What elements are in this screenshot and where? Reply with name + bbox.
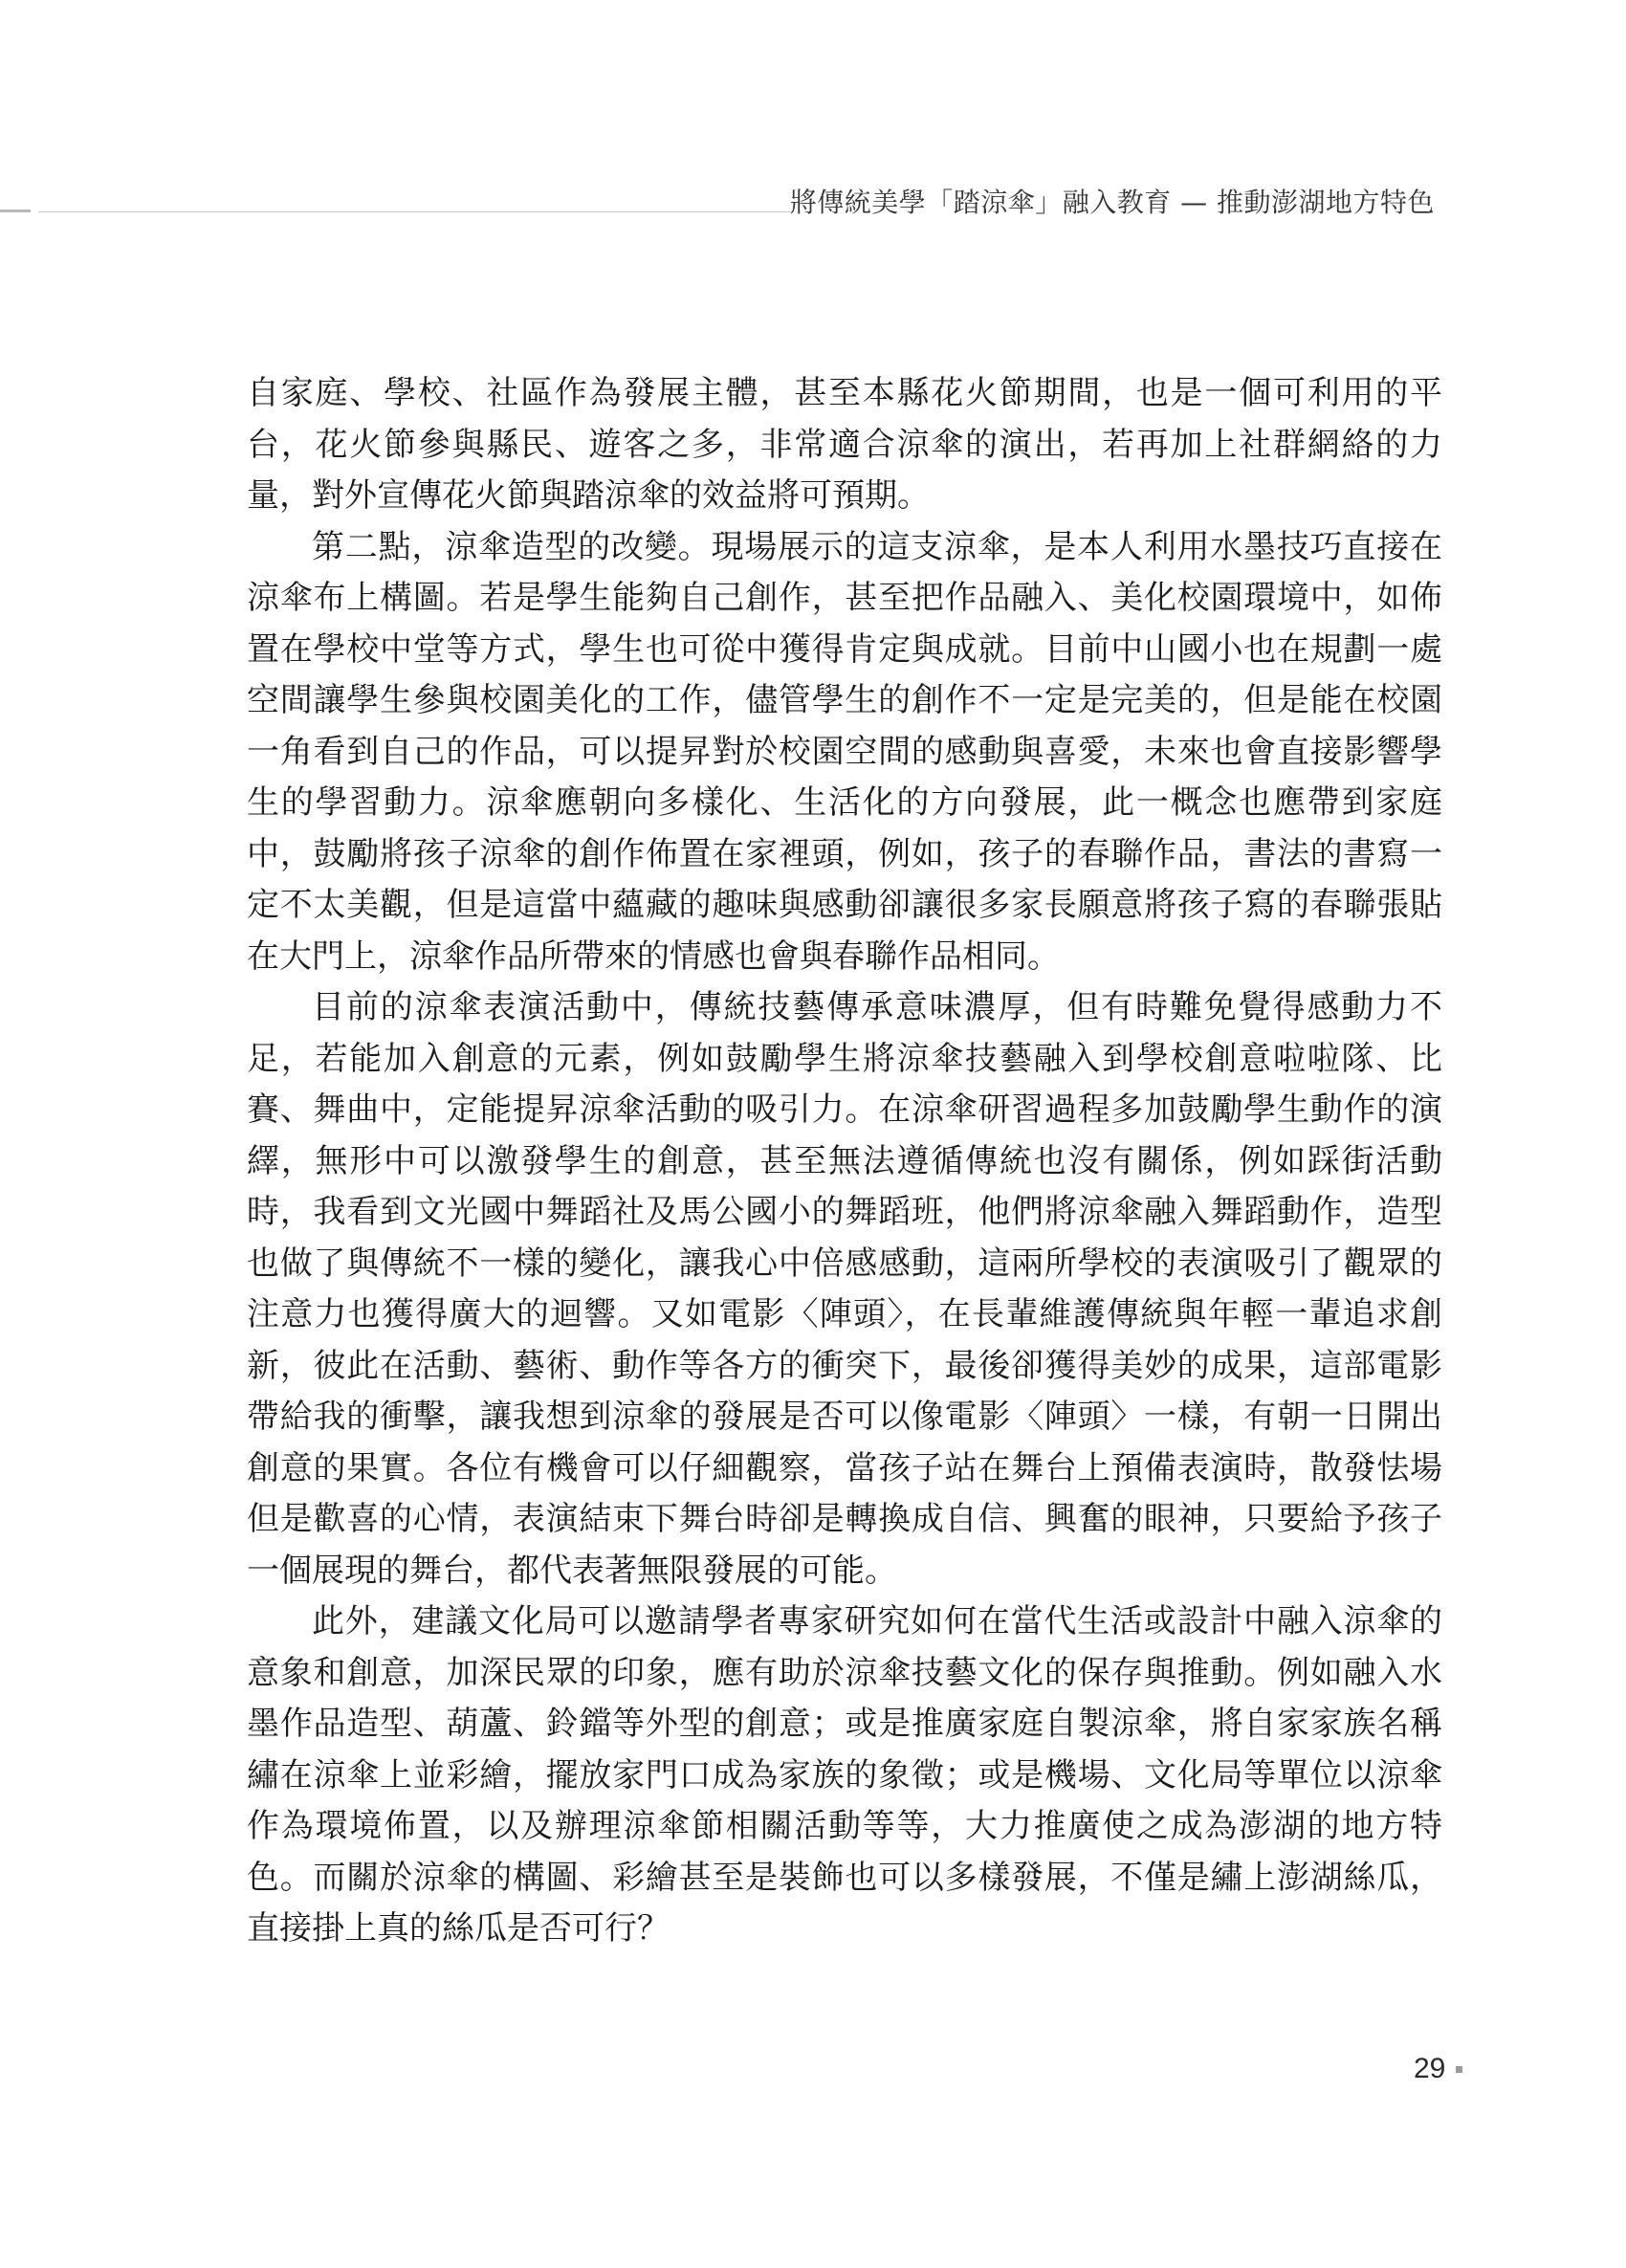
page-number: 29 bbox=[1414, 2053, 1446, 2084]
paragraph-3: 目前的涼傘表演活動中，傳統技藝傳承意味濃厚，但有時難免覺得感動力不足，若能加入創意的元素，例如鼓勵學生將涼傘技藝融入到學校創意啦啦隊、比賽、舞曲中，定能提昇涼傘活動的吸引力。在涼傘研習過程多加鼓勵學生動作的演繹，無形中可以激發學生的創意，甚至無法遵循傳統也沒有關係，例如踩街活動時，我看到文光國中舞蹈社及馬公國小的舞蹈班，他們將涼傘融入舞蹈動作，造型也做了與傳統不一樣的變化，讓我心中倍感感動，這兩所學校的表演吸引了觀眾的注意力也獲得廣大的迴響。又如電影〈陣頭〉，在長輩維護傳統與年輕一輩追求創新，彼此在活動、藝術、動作等各方的衝突下，最後卻獲得美妙的成果，這部電影帶給我的衝擊，讓我想到涼傘的發展是否可以像電影〈陣頭〉一樣，有朝一日開出創意的果實。各位有機會可以仔細觀察，當孩子站在舞台上預備表演時，散發怯場但是歡喜的心情，表演結束下舞台時卻是轉換成自信、興奮的眼神，只要給予孩子一個展現的舞台，都代表著無限發展的可能。 bbox=[247, 988, 1442, 1590]
paragraph-2: 第二點，涼傘造型的改變。現場展示的這支涼傘，是本人利用水墨技巧直接在涼傘布上構圖。若是學生能夠自己創作，甚至把作品融入、美化校園環境中，如佈置在學校中堂等方式，學生也可從中獲得肯定與成就。目前中山國小也在規劃一處空間讓學生參與校園美化的工作，儘管學生的創作不一定是完美的，但是能在校園一角看到自己的作品，可以提昇對於校園空間的感動與喜愛，未來也會直接影響學生的學習動力。涼傘應朝向多樣化、生活化的方向發展，此一概念也應帶到家庭中，鼓勵將孩子涼傘的創作佈置在家裡頭，例如，孩子的春聯作品，書法的書寫一定不太美觀，但是這當中蘊藏的趣味與感動卻讓很多家長願意將孩子寫的春聯張貼在大門上，涼傘作品所帶來的情感也會與春聯作品相同。 bbox=[247, 527, 1442, 976]
paragraph-1: 自家庭、學校、社區作為發展主體，甚至本縣花火節期間，也是一個可利用的平台，花火節參與縣民、遊客之多，非常適合涼傘的演出，若再加上社群網絡的力量，對外宣傳花火節與踏涼傘的效益將可預期。 bbox=[247, 374, 1442, 515]
header-rule-accent bbox=[0, 209, 31, 212]
body-text bbox=[247, 368, 1442, 1955]
paragraph-4: 此外，建議文化局可以邀請學者專家研究如何在當代生活或設計中融入涼傘的意象和創意，加深民眾的印象，應有助於涼傘技藝文化的保存與推動。例如融入水墨作品造型、葫蘆、鈴鐺等外型的創意；或是推廣家庭自製涼傘，將自家家族名稱繡在涼傘上並彩繪，擺放家門口成為家族的象徵；或是機場、文化局等單位以涼傘作為環境佈置，以及辦理涼傘節相關活動等等，大力推廣使之成為澎湖的地方特色。而關於涼傘的構圖、彩繪甚至是裝飾也可以多樣發展，不僅是繡上澎湖絲瓜，直接掛上真的絲瓜是否可行？ bbox=[247, 1602, 1442, 1948]
header-rule bbox=[38, 211, 794, 212]
page-number-marker bbox=[1456, 2066, 1462, 2073]
running-header-title: 將傳統美學「踏涼傘」融入教育 — 推動澎湖地方特色 bbox=[789, 187, 1435, 218]
